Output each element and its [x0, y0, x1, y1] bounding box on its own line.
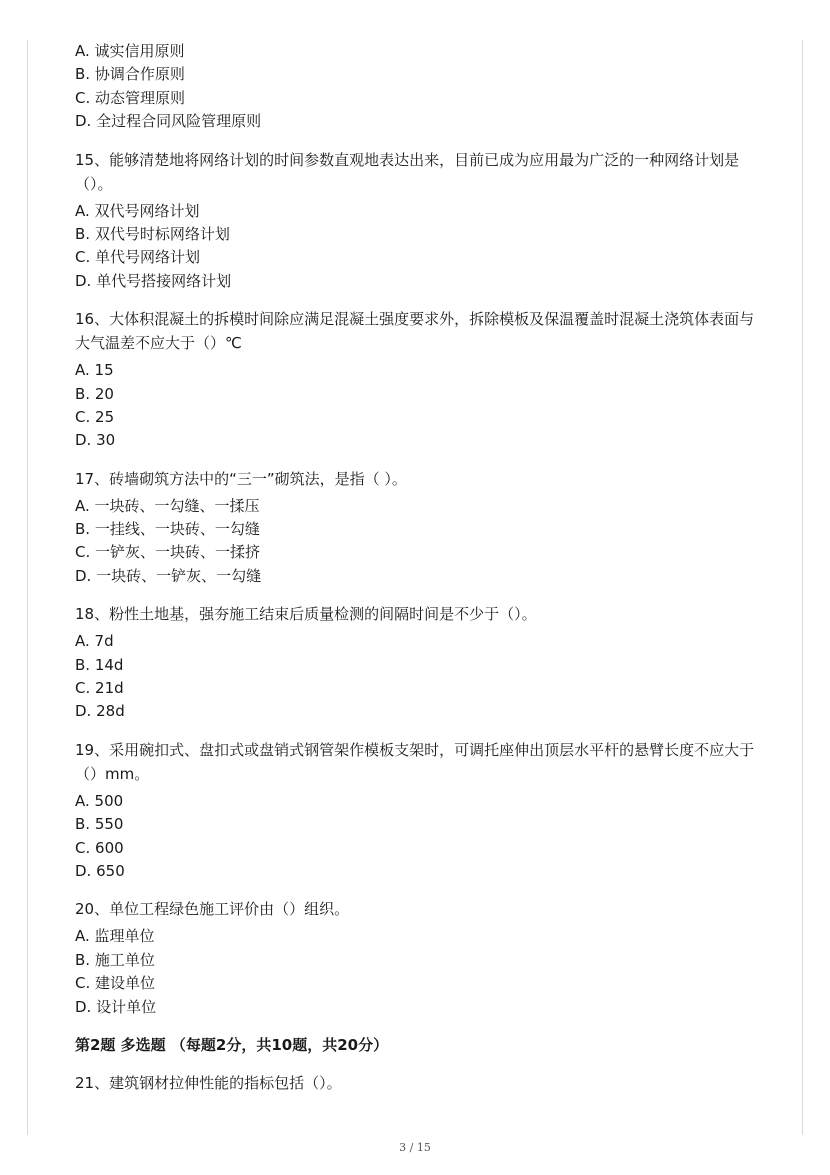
- option-text: 20: [94, 384, 114, 403]
- option-text: 动态管理原则: [95, 88, 186, 107]
- option-letter: C.: [75, 543, 91, 562]
- option-text: 全过程合同风险管理原则: [96, 112, 262, 131]
- question-16: [75, 307, 755, 453]
- option-c: [75, 677, 755, 700]
- option-letter: D.: [75, 997, 92, 1016]
- option-text: 诚实信用原则: [94, 42, 185, 60]
- option-letter: A.: [75, 496, 90, 515]
- option-c: [75, 837, 755, 860]
- option-text: 500: [94, 791, 124, 810]
- option-d: [75, 270, 755, 293]
- option-a: [75, 630, 755, 653]
- question-stem: 21、建筑钢材拉伸性能的指标包括（）。: [75, 1073, 342, 1092]
- option-letter: B.: [75, 655, 91, 674]
- option-letter: D.: [75, 271, 92, 290]
- option-c: [75, 246, 755, 269]
- question-18: [75, 602, 755, 724]
- option-text: 一铲灰、一块砖、一揉挤: [95, 543, 261, 562]
- option-text: 14d: [94, 655, 124, 674]
- option-b: [75, 223, 755, 246]
- option-text: 协调合作原则: [94, 65, 185, 84]
- option-letter: C.: [75, 974, 91, 993]
- option-text: 双代号时标网络计划: [94, 224, 230, 243]
- question-19: [75, 738, 755, 884]
- section-heading-multiple-choice: 第2题 多选题 （每题2分，共10题，共20分）: [75, 1035, 389, 1054]
- page-content: [75, 40, 755, 1099]
- option-text: 7d: [94, 632, 114, 651]
- option-letter: B.: [75, 950, 91, 969]
- option-letter: B.: [75, 815, 91, 834]
- option-d: [75, 110, 755, 133]
- option-letter: D.: [75, 431, 92, 450]
- question-stem: 16、大体积混凝土的拆模时间除应满足混凝土强度要求外，拆除模板及保温覆盖时混凝土浇筑体表面与大气温差不应大于（）℃: [75, 310, 755, 353]
- option-text: 28d: [96, 702, 125, 721]
- option-text: 施工单位: [94, 950, 155, 969]
- option-text: 单代号网络计划: [95, 248, 201, 267]
- option-text: 600: [95, 838, 124, 857]
- option-a: [75, 40, 755, 63]
- option-text: 一块砖、一勾缝、一揉压: [94, 496, 260, 515]
- option-letter: A.: [75, 201, 90, 220]
- page-left-border: [27, 40, 28, 1135]
- option-text: 650: [96, 861, 125, 880]
- option-b: [75, 518, 755, 541]
- option-c: [75, 406, 755, 429]
- option-c: [75, 87, 755, 110]
- option-letter: D.: [75, 566, 92, 585]
- option-a: [75, 790, 755, 813]
- option-text: 建设单位: [95, 974, 156, 993]
- option-b: [75, 383, 755, 406]
- option-letter: A.: [75, 42, 90, 60]
- question-stem: 17、砖墙砌筑方法中的“三一”砌筑法，是指（ ）。: [75, 469, 407, 488]
- option-c: [75, 541, 755, 564]
- option-letter: C.: [75, 838, 91, 857]
- option-text: 15: [94, 361, 114, 380]
- option-letter: A.: [75, 927, 90, 946]
- option-a: [75, 925, 755, 948]
- question-20: [75, 897, 755, 1019]
- option-letter: C.: [75, 248, 91, 267]
- question-stem: 15、能够清楚地将网络计划的时间参数直观地表达出来，目前已成为应用最为广泛的一种网络计划是（）。: [75, 150, 740, 193]
- option-d: [75, 700, 755, 723]
- option-letter: D.: [75, 702, 92, 721]
- option-b: [75, 813, 755, 836]
- page-number: 3 / 15: [399, 1141, 431, 1154]
- question-17: [75, 467, 755, 589]
- question-14-options: [75, 40, 755, 134]
- option-letter: C.: [75, 88, 91, 107]
- option-b: [75, 654, 755, 677]
- option-a: [75, 359, 755, 382]
- option-letter: D.: [75, 861, 92, 880]
- option-letter: B.: [75, 520, 91, 539]
- option-a: [75, 495, 755, 518]
- option-letter: C.: [75, 407, 91, 426]
- option-text: 一块砖、一铲灰、一勾缝: [96, 566, 262, 585]
- option-letter: D.: [75, 112, 92, 131]
- option-text: 25: [95, 407, 115, 426]
- option-b: [75, 63, 755, 86]
- option-text: 双代号网络计划: [94, 201, 200, 220]
- option-text: 一挂线、一块砖、一勾缝: [94, 520, 260, 539]
- option-a: [75, 200, 755, 223]
- option-d: [75, 996, 755, 1019]
- option-letter: B.: [75, 65, 91, 84]
- option-letter: C.: [75, 679, 91, 698]
- option-letter: A.: [75, 361, 90, 380]
- option-text: 监理单位: [94, 927, 155, 946]
- page-right-border: [802, 40, 803, 1135]
- option-b: [75, 949, 755, 972]
- question-15: [75, 148, 755, 294]
- question-21: [75, 1071, 755, 1095]
- option-d: [75, 565, 755, 588]
- option-text: 550: [94, 815, 124, 834]
- question-stem: 20、单位工程绿色施工评价由（）组织。: [75, 900, 350, 919]
- question-stem: 19、采用碗扣式、盘扣式或盘销式钢管架作模板支架时，可调托座伸出顶层水平杆的悬臂长度不应大于（）mm。: [75, 740, 755, 783]
- option-letter: B.: [75, 224, 91, 243]
- option-letter: A.: [75, 791, 90, 810]
- option-text: 21d: [95, 679, 124, 698]
- question-stem: 18、粉性土地基，强夯施工结束后质量检测的间隔时间是不少于（）。: [75, 605, 537, 624]
- option-d: [75, 429, 755, 452]
- option-c: [75, 972, 755, 995]
- option-text: 单代号搭接网络计划: [96, 271, 232, 290]
- option-letter: A.: [75, 632, 90, 651]
- option-text: 30: [96, 431, 116, 450]
- option-d: [75, 860, 755, 883]
- option-text: 设计单位: [96, 997, 157, 1016]
- option-letter: B.: [75, 384, 91, 403]
